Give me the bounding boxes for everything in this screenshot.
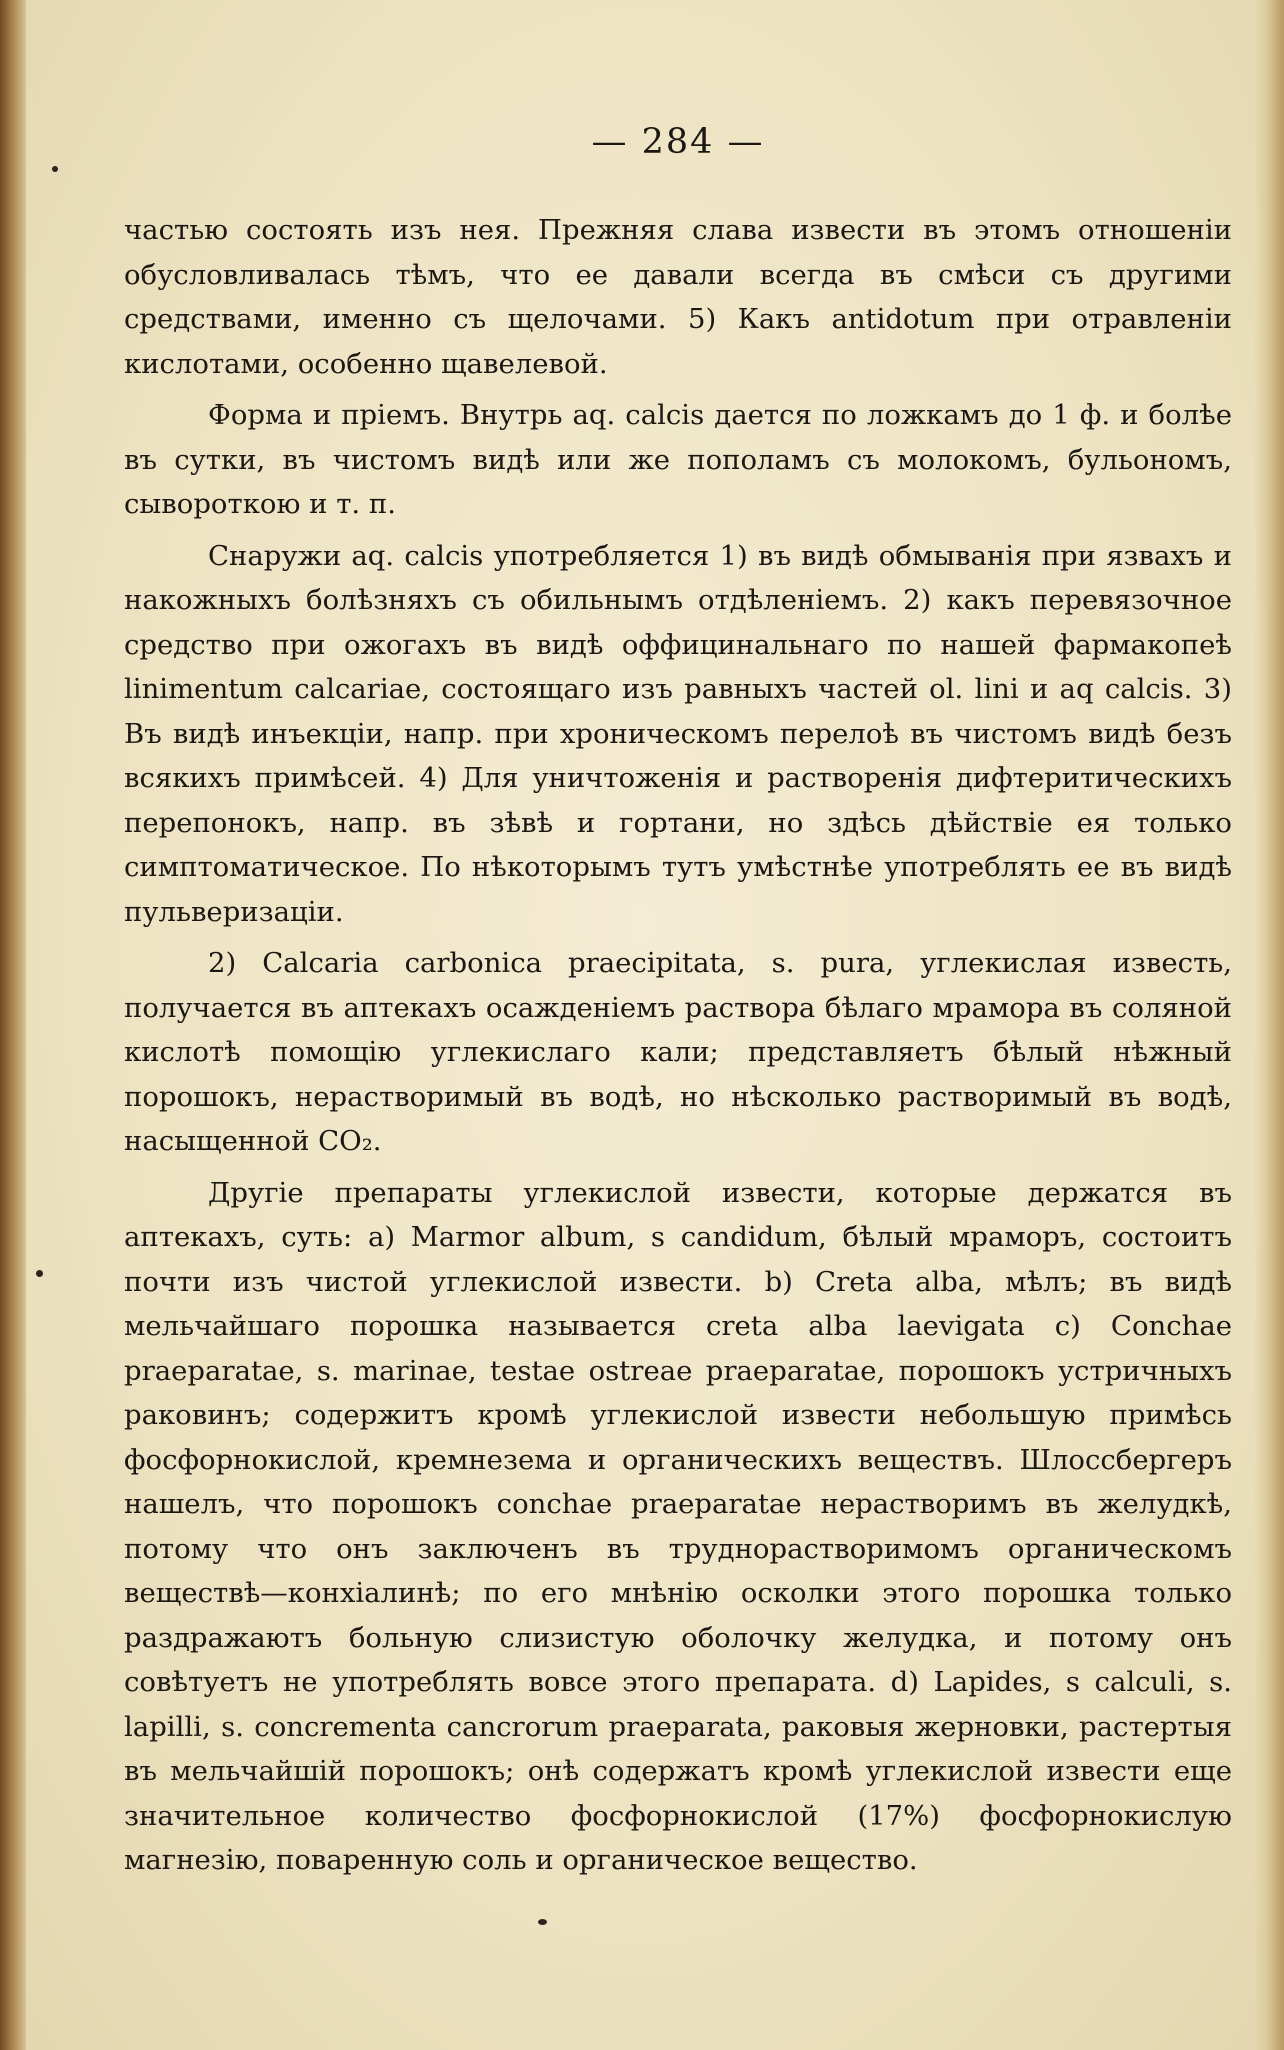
paragraph-external-use: Снаружи aq. calcis употребляется 1) въ видѣ обмыванiя при язвахъ и накожныхъ болѣзняхъ съ обильнымъ отдѣленiемъ. 2) какъ перевязочное средство при ожогахъ въ видѣ оффицинальнаго по нашей фармакопеѣ linimentum calcariae, состоящаго изъ равныхъ частей ol. lini и aq calcis. 3) Въ видѣ инъекцiи, напр. при хроническомъ перелоѣ въ чистомъ видѣ безъ всякихъ примѣсей. 4) Для уничтоженiя и растворенiя дифтеритическихъ перепонокъ, напр. въ зѣвѣ и гортани, но здѣсь дѣйствiе ея только симптоматическое. По нѣкоторымъ тутъ умѣстнѣе употреблять ее въ видѣ пульверизацiи. (124, 539, 1232, 928)
ink-speck (36, 1270, 43, 1277)
page-right-edge (1254, 0, 1284, 2050)
ink-speck (52, 166, 58, 172)
paragraph-calcaria-carbonica: 2) Calcaria carbonica praecipitata, s. pura, углекислая известь, получается въ аптекахъ осажденiемъ раствора бѣлаго мрамора въ соляной кислотѣ помощiю углекислаго кали; представляетъ бѣлый нѣжный порошокъ, нерастворимый въ водѣ, но нѣсколько растворимый въ водѣ, насыщенной CO₂. (124, 947, 1232, 1157)
page-text (124, 112, 1232, 1890)
paragraph-form-and-intake: Форма и прiемъ. Внутрь aq. calcis дается по ложкамъ до 1 ф. и болѣе въ сутки, въ чистомъ видѣ или же пополамъ съ молокомъ, бульономъ, сывороткою и т. п. (124, 399, 1232, 520)
paragraph-1: частью состоять изъ нея. Прежняя слава извести въ этомъ отношенiи обусловливалась тѣмъ, что ее давали всегда въ смѣси съ другими средствами, именно съ щелочами. 5) Какъ antidotum при отравленiи кислотами, особенно щавелевой. (124, 214, 1232, 380)
ink-speck (538, 1919, 547, 1925)
paragraph-other-preparations: Другiе препараты углекислой извести, которые держатся въ аптекахъ, суть: a) Marmor album, s candidum, бѣлый мраморъ, состоитъ почти изъ чистой углекислой извести. b) Creta alba, мѣлъ; въ видѣ мельчайшаго порошка называется creta alba laevigata c) Conchae praeparatae, s. marinae, testae ostreae praeparatae, порошокъ устричныхъ раковинъ; содержитъ кромѣ углекислой извести небольшую примѣсь фосфорнокислой, кремнезема и органическихъ веществъ. Шлоссбергеръ нашелъ, что порошокъ conchae praeparatae нерастворимъ въ желудкѣ, потому что онъ заключенъ въ труднорастворимомъ органическомъ веществѣ—конхiалинѣ; по его мнѣнiю осколки этого порошка только раздражаютъ больную слизистую оболочку желудка, и потому онъ совѣтуетъ не употреблять вовсе этого препарата. d) Lapides, s calculi, s. lapilli, s. concrementa cancrorum praeparata, раковыя жерновки, растертыя въ мельчайшiй порошокъ; онѣ содержатъ кромѣ углекислой извести еще значительное количество фосфорнокислой (17%) фосфорнокислую магнезiю, поваренную соль и органическое вещество. (124, 1176, 1232, 1876)
page-number: — 284 — (591, 122, 765, 162)
book-spine-edge (0, 0, 26, 2050)
